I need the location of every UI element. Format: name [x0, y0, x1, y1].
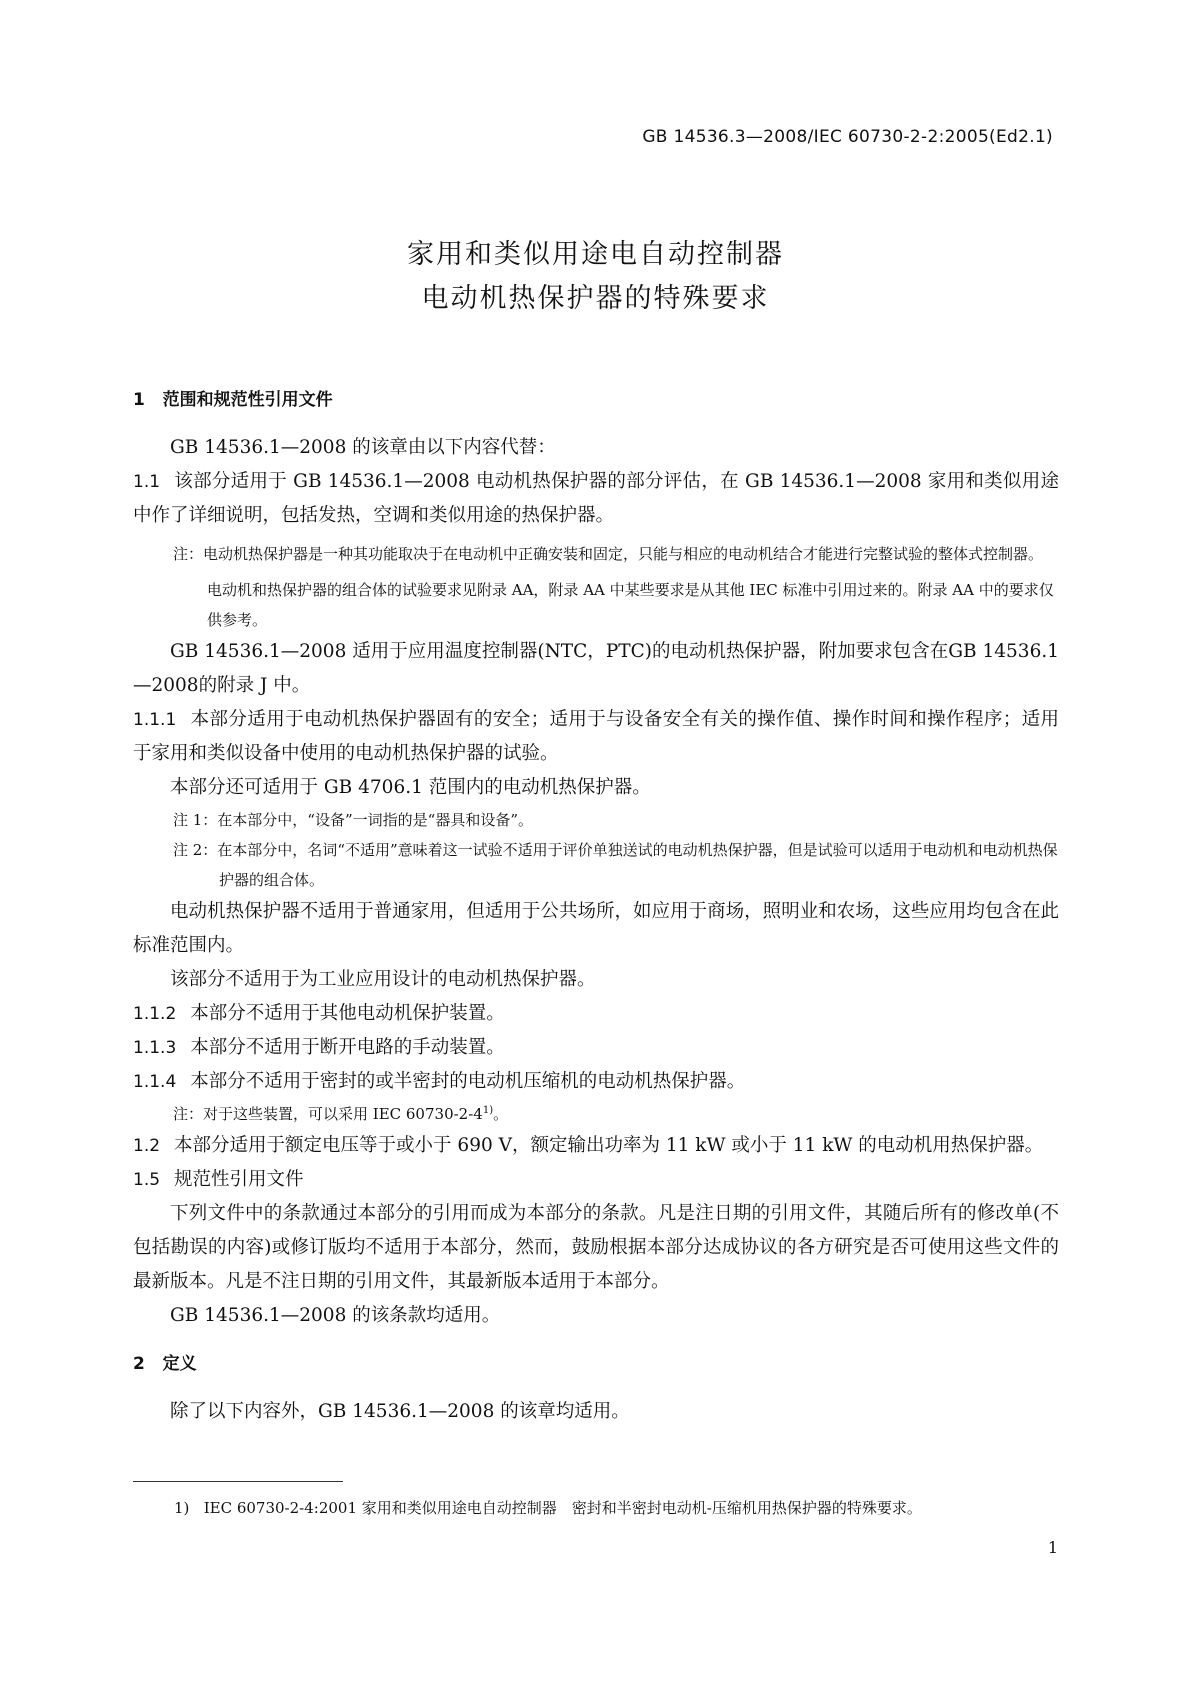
clause-1-2-text: 本部分适用于额定电压等于或小于 690 V，额定输出功率为 11 kW 或小于 11 kW 的电动机用热保护器。	[174, 1135, 1044, 1156]
footnote-mark: 1)	[174, 1499, 190, 1517]
section-2-number: 2	[133, 1354, 145, 1374]
footnote	[174, 1497, 922, 1518]
normative-refs-paragraph: 下列文件中的条款通过本部分的引用而成为本部分的条款。凡是注日期的引用文件，其随后所有的修改单(不包括勘误的内容)或修订版均不适用于本部分，然而，鼓励根据本部分达成协议的各方研究是否可使用这些文件的最新版本。凡是不注日期的引用文件，其最新版本适用于本部分。	[133, 1203, 1059, 1292]
clause-1-1-2	[133, 997, 1059, 1031]
clause-1-1-3-text: 本部分不适用于断开电路的手动装置。	[190, 1037, 505, 1058]
clause-1-1-1-number: 1.1.1	[133, 710, 177, 730]
ntc-paragraph: GB 14536.1—2008 适用于应用温度控制器(NTC，PTC)的电动机热保护器，附加要求包含在GB 14536.1—2008的附录 J 中。	[133, 641, 1059, 696]
public-use-paragraph: 电动机热保护器不适用于普通家用，但适用于公共场所，如应用于商场，照明业和农场，这些应用均包含在此标准范围内。	[133, 901, 1059, 956]
replace-paragraph: GB 14536.1—2008 的该章由以下内容代替：	[170, 437, 556, 458]
footnote-ref-mark: 1)	[482, 1105, 494, 1116]
clause-1-1-1	[133, 703, 1059, 771]
clause-1-2-number: 1.2	[133, 1136, 161, 1156]
gb4706-paragraph: 本部分还可适用于 GB 4706.1 范围内的电动机热保护器。	[170, 777, 651, 798]
clause-1-1-4-number: 1.1.4	[133, 1072, 177, 1092]
footnote-separator	[133, 1481, 343, 1482]
clause-1-1	[133, 465, 1059, 533]
definitions-paragraph: 除了以下内容外，GB 14536.1—2008 的该章均适用。	[170, 1401, 630, 1422]
clause-1-1-text: 该部分适用于 GB 14536.1—2008 电动机热保护器的部分评估，在 GB 14536.1—2008 家用和类似用途中作了详细说明，包括发热，空调和类似用途的热保护器。	[133, 471, 1059, 526]
section-2-title: 定义	[162, 1354, 197, 1374]
clause-1-1-1-text: 本部分适用于电动机热保护器固有的安全；适用于与设备安全有关的操作值、操作时间和操作程序；适用于家用和类似设备中使用的电动机热保护器的试验。	[133, 709, 1059, 764]
section-1-heading	[133, 383, 1059, 417]
clause-1-1-2-text: 本部分不适用于其他电动机保护装置。	[190, 1003, 505, 1024]
standard-code-header: GB 14536.3—2008/IEC 60730-2-2:2005(Ed2.1)	[642, 127, 1053, 147]
clause-1-1-2-number: 1.1.2	[133, 1004, 177, 1024]
note-iec-text: 注：对于这些装置，可以采用 IEC 60730-2-4	[173, 1105, 483, 1123]
section-1-number: 1	[133, 390, 145, 410]
note-motor-protector: 注：电动机热保护器是一种其功能取决于在电动机中正确安装和固定，只能与相应的电动机结合才能进行完整试验的整体式控制器。	[173, 545, 1044, 563]
normative-refs-apply: GB 14536.1—2008 的该条款均适用。	[170, 1305, 501, 1326]
clause-1-2	[133, 1129, 1059, 1163]
clause-1-1-3	[133, 1031, 1059, 1065]
document-body	[133, 383, 1059, 1429]
note-1: 注 1：在本部分中，“设备”一词指的是“器具和设备”。	[173, 811, 533, 829]
note-2: 注 2：在本部分中，名词“不适用”意味着这一试验不适用于评价单独送试的电动机热保护器，但是试验可以适用于电动机和电动机热保护器的组合体。	[173, 841, 1058, 889]
clause-1-5-number: 1.5	[133, 1170, 161, 1190]
industrial-paragraph: 该部分不适用于为工业应用设计的电动机热保护器。	[170, 969, 596, 990]
clause-1-1-4	[133, 1065, 1059, 1099]
title-line-2: 电动机热保护器的特殊要求	[421, 283, 770, 314]
page-number: 1	[1047, 1538, 1058, 1557]
section-1-title: 范围和规范性引用文件	[162, 390, 333, 410]
footnote-text: IEC 60730-2-4:2001 家用和类似用途电自动控制器 密封和半密封电动机-压缩机用热保护器的特殊要求。	[203, 1499, 922, 1517]
clause-1-1-4-text: 本部分不适用于密封的或半密封的电动机压缩机的电动机热保护器。	[190, 1071, 746, 1092]
clause-1-5-text: 规范性引用文件	[174, 1169, 304, 1190]
note-annex-aa: 电动机和热保护器的组合体的试验要求见附录 AA，附录 AA 中某些要求是从其他 IEC 标准中引用过来的。附录 AA 中的要求仅供参考。	[207, 581, 1054, 629]
clause-1-1-3-number: 1.1.3	[133, 1038, 177, 1058]
clause-1-5	[133, 1163, 1059, 1197]
note-iec-60730-2-4	[133, 1099, 1059, 1129]
title-line-1: 家用和类似用途电自动控制器	[407, 239, 784, 270]
section-2-heading	[133, 1347, 1059, 1381]
clause-1-1-number: 1.1	[133, 472, 161, 492]
note-iec-end: 。	[493, 1105, 509, 1123]
